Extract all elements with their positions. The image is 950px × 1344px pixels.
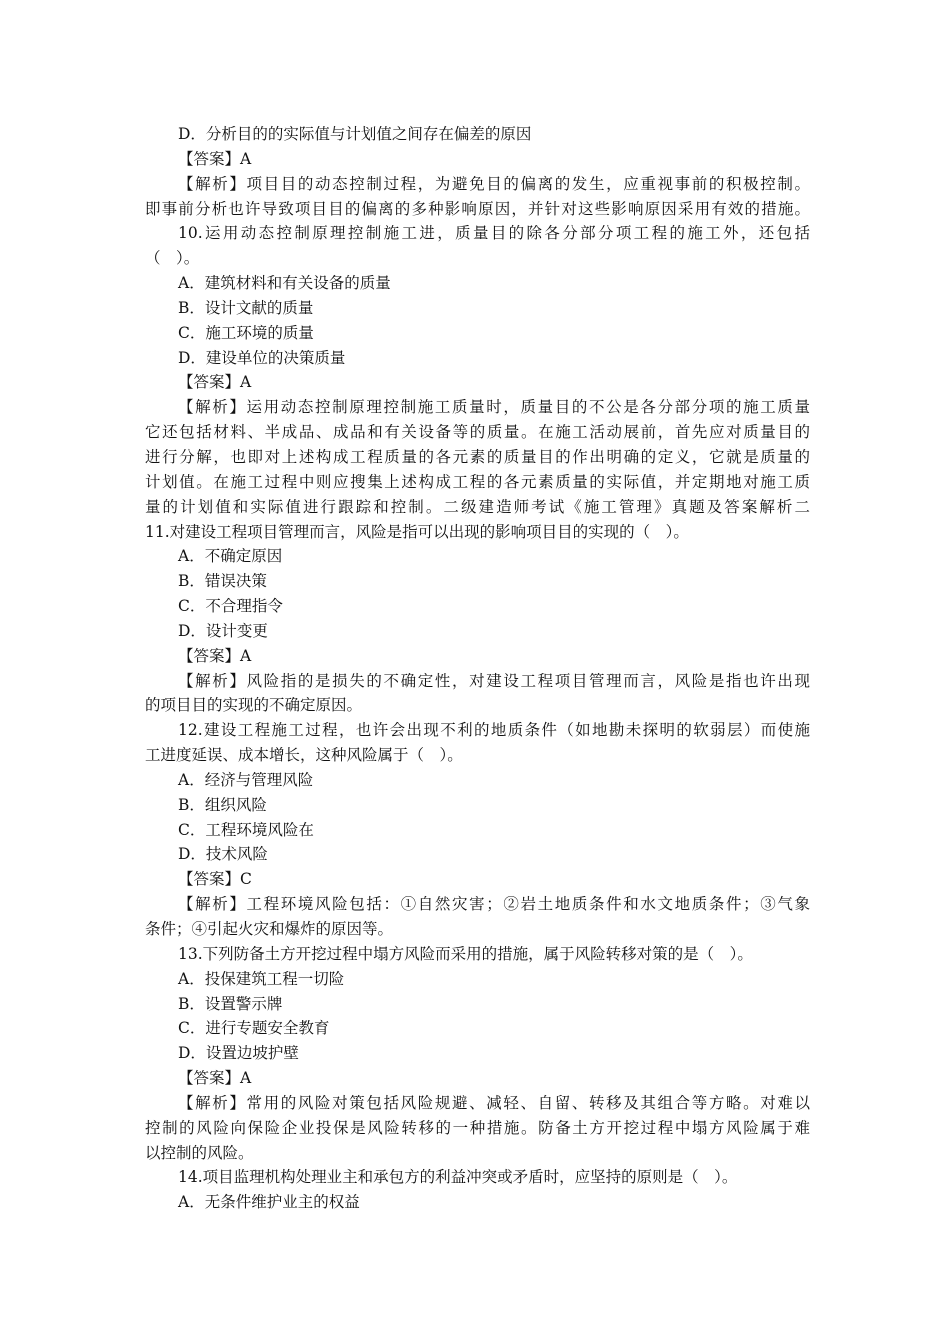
text-line: 【解析】常用的风险对策包括风险规避、减轻、自留、转移及其组合等方略。对难以 <box>178 1093 810 1112</box>
text-line: 10.运用动态控制原理控制施工进，质量目的除各分部分项工程的施工外，还包括 <box>178 224 810 243</box>
text-line: A．投保建筑工程一切险 <box>178 969 345 988</box>
text-line: A．无条件维护业主的权益 <box>178 1193 360 1212</box>
text-line: 13.下列防备土方开挖过程中塌方风险而采用的措施，属于风险转移对策的是（ ）。 <box>178 944 753 963</box>
text-line: B．错误决策 <box>178 572 267 591</box>
text-line: 【解析】工程环境风险包括：①自然灾害；②岩土地质条件和水文地质条件；③气象 <box>178 895 810 914</box>
text-line: 【解析】项目目的动态控制过程，为避免目的偏离的发生，应重视事前的积极控制。 <box>178 174 810 193</box>
text-line: 它还包括材料、半成品、成品和有关设备等的质量。在施工活动展前，首先应对质量目的 <box>145 423 810 442</box>
text-line: B．设计文献的质量 <box>178 298 314 317</box>
text-line: 控制的风险向保险企业投保是风险转移的一种措施。防备土方开挖过程中塌方风险属于难 <box>145 1118 810 1137</box>
text-line: B．组织风险 <box>178 795 267 814</box>
text-line: 【解析】风险指的是损失的不确定性，对建设工程项目管理而言，风险是指也许出现 <box>178 671 810 690</box>
document-page <box>145 122 810 1215</box>
text-line: 【答案】A <box>178 149 252 168</box>
text-line: 计划值。在施工过程中则应搜集上述构成工程的各元素质量的实际值，并定期地对施工质 <box>145 472 810 491</box>
text-line: C．工程环境风险在 <box>178 820 314 839</box>
text-line: D．分析目的的实际值与计划值之间存在偏差的原因 <box>178 125 532 143</box>
text-line: D．技术风险 <box>178 845 268 864</box>
text-line: A．不确定原因 <box>178 547 283 566</box>
text-line: 量的计划值和实际值进行跟踪和控制。二级建造师考试《施工管理》真题及答案解析二 <box>145 497 810 516</box>
text-line: 【答案】A <box>178 646 252 665</box>
text-line: C．施工环境的质量 <box>178 323 314 342</box>
text-line: 【答案】C <box>178 870 252 889</box>
text-line: 以控制的风险。 <box>145 1143 254 1162</box>
text-line: 的项目目的实现的不确定原因。 <box>145 696 363 715</box>
text-line: 进行分解，也即对上述构成工程质量的各元素的质量目的作出明确的定义，它就是质量的 <box>145 447 810 466</box>
text-line: （ ）。 <box>145 249 200 268</box>
text-line: B．设置警示牌 <box>178 994 283 1013</box>
text-line: A．建筑材料和有关设备的质量 <box>178 274 391 293</box>
text-line: D．设置边坡护壁 <box>178 1044 299 1063</box>
text-line: C．进行专题安全教育 <box>178 1019 330 1038</box>
text-line: 【答案】A <box>178 373 252 392</box>
text-line: D．设计变更 <box>178 621 268 640</box>
text-line: 12.建设工程施工过程，也许会出现不利的地质条件（如地勘未探明的软弱层）而使施 <box>178 721 810 740</box>
text-line: 【解析】运用动态控制原理控制施工质量时，质量目的不公是各分部分项的施工质量 <box>178 398 810 417</box>
text-line: A．经济与管理风险 <box>178 770 314 789</box>
text-line: C．不合理指令 <box>178 597 283 616</box>
text-line: 14.项目监理机构处理业主和承包方的利益冲突或矛盾时，应坚持的原则是（ ）。 <box>178 1168 738 1187</box>
text-line: 即事前分析也许导致项目目的偏离的多种影响原因，并针对这些影响原因采用有效的措施。 <box>145 199 810 218</box>
text-line: 【答案】A <box>178 1069 252 1088</box>
text-line: 11.对建设工程项目管理而言，风险是指可以出现的影响项目目的实现的（ ）。 <box>145 522 689 541</box>
text-line: D．建设单位的决策质量 <box>178 348 346 367</box>
text-line: 工进度延误、成本增长，这种风险属于（ ）。 <box>145 746 463 765</box>
text-line: 条件；④引起火灾和爆炸的原因等。 <box>145 920 394 938</box>
